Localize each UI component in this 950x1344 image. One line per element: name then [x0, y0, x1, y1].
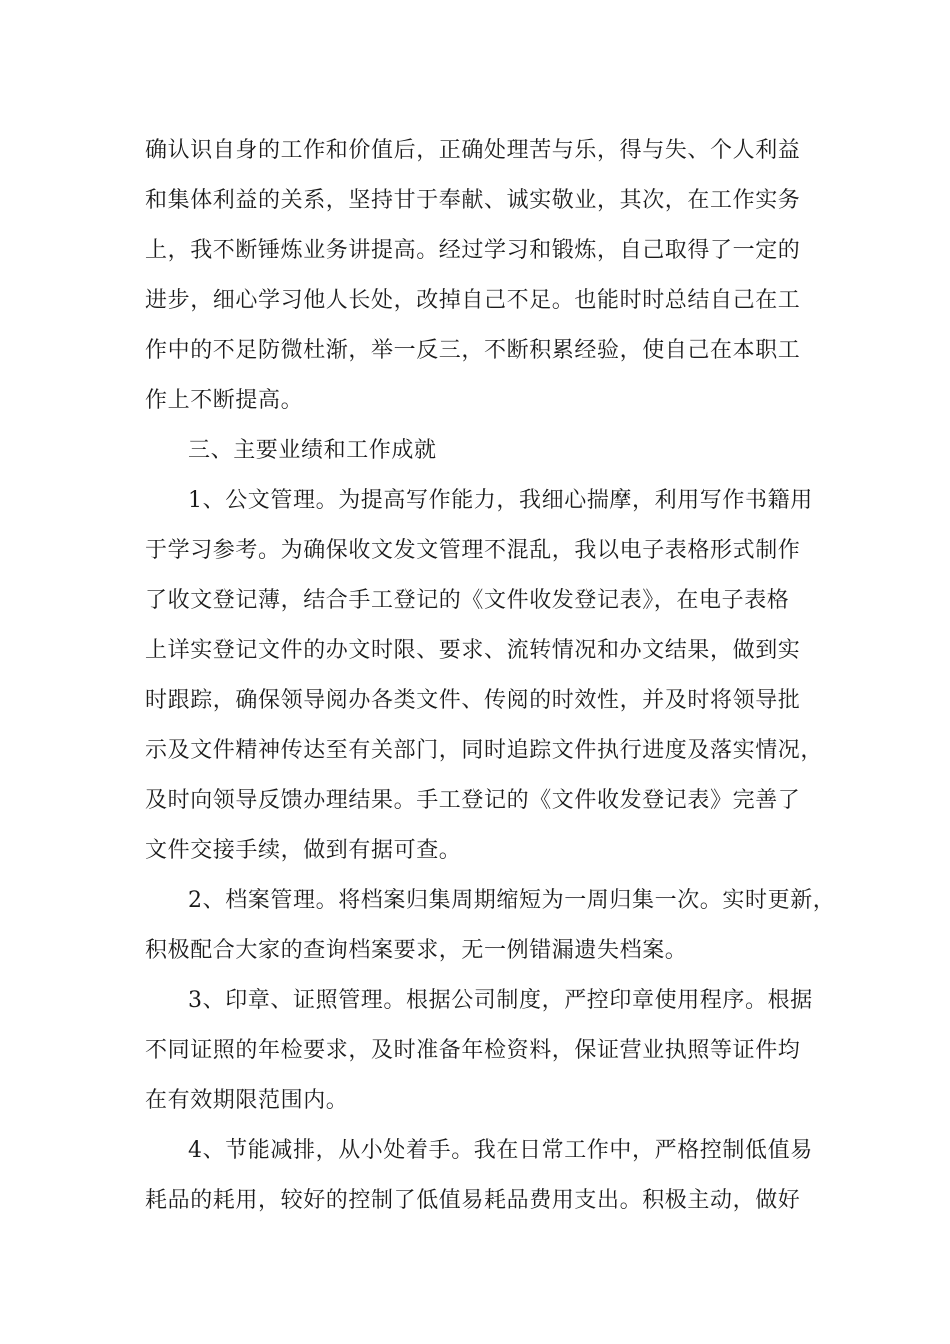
body-text-line: 耗品的耗用，较好的控制了低值易耗品费用支出。积极主动，做好	[145, 1188, 801, 1213]
body-text-line: 不同证照的年检要求，及时准备年检资料，保证营业执照等证件均	[145, 1038, 801, 1063]
body-text-line: 积极配合大家的查询档案要求，无一例错漏遗失档案。	[145, 938, 688, 963]
paragraph-1-first-line: 1、公文管理。为提高写作能力，我细心揣摩，利用写作书籍用	[188, 488, 813, 513]
section-heading: 三、主要业绩和工作成就	[188, 438, 437, 463]
body-text-line: 于学习参考。为确保收文发文管理不混乱，我以电子表格形式制作	[145, 538, 801, 563]
body-text-line: 作上不断提高。	[145, 388, 304, 413]
body-text-line: 及时向领导反馈办理结果。手工登记的《文件收发登记表》完善了	[145, 788, 801, 813]
body-text-line: 时跟踪，确保领导阅办各类文件、传阅的时效性，并及时将领导批	[145, 688, 801, 713]
body-text-line: 上详实登记文件的办文时限、要求、流转情况和办文结果，做到实	[145, 638, 801, 663]
paragraph-3-first-line: 3、印章、证照管理。根据公司制度，严控印章使用程序。根据	[188, 988, 813, 1013]
body-text-line: 上，我不断锤炼业务讲提高。经过学习和锻炼，自己取得了一定的	[145, 238, 801, 263]
paragraph-2-first-line: 2、档案管理。将档案归集周期缩短为一周归集一次。实时更新，	[188, 888, 836, 913]
body-text-line: 进步，细心学习他人长处，改掉自己不足。也能时时总结自己在工	[145, 288, 801, 313]
body-text-line: 了收文登记薄，结合手工登记的《文件收发登记表》，在电子表格	[145, 588, 790, 613]
paragraph-4-first-line: 4、节能减排，从小处着手。我在日常工作中，严格控制低值易	[188, 1138, 813, 1163]
body-text-line: 在有效期限范围内。	[145, 1088, 349, 1113]
body-text-line: 确认识自身的工作和价值后，正确处理苦与乐，得与失、个人利益	[145, 138, 801, 163]
body-text-line: 和集体利益的关系，坚持甘于奉献、诚实敬业，其次，在工作实务	[145, 188, 801, 213]
body-text-line: 文件交接手续，做到有据可查。	[145, 838, 462, 863]
body-text-line: 作中的不足防微杜渐，举一反三，不断积累经验，使自己在本职工	[145, 338, 801, 363]
body-text-line: 示及文件精神传达至有关部门，同时追踪文件执行进度及落实情况，	[145, 738, 824, 763]
